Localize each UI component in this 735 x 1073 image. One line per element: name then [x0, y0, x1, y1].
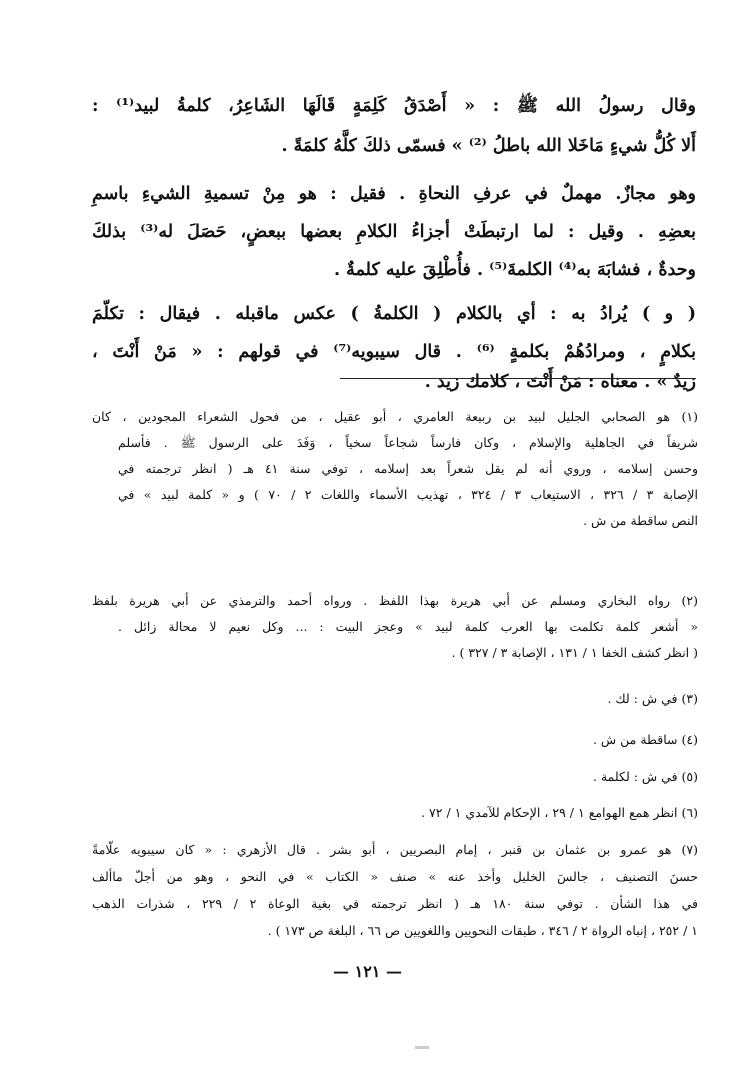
- footnote-line: ١ / ٢٥٢ ، إنباه الرواة ٢ / ٣٤٦ ، طبقات النحويين واللغويين ص ٦٦ ، البلغة ص ١٧٣ ) .: [267, 923, 698, 938]
- main-line: وقال رسولُ الله ﷺ : « أَصْدَقُ كَلِمَةٍ قَالَهَا الشَاعِرُ، كلمةُ لبيد⁽¹⁾ :: [92, 96, 696, 116]
- bottom-mark: [415, 1046, 429, 1049]
- footnote-line: ( انظر كشف الخفا ١ / ١٣١ ، الإصابة ٣ / ٣٢٧ ) .: [451, 645, 698, 660]
- main-line: بعضِهِ . وقيل : لما ارتبطَتْ أجزاءُ الكلامِ بعضها ببعضٍ، حَصَلَ له⁽³⁾ بذلكَ: [92, 222, 696, 242]
- footnote-line: حسنَ التصنيف ، جالسَ الخليل وأخذ عنه » صنف « الكتاب » في النحو ، وهو من أجلّ ماألف: [92, 869, 698, 884]
- footnote-line: (٣) في ش : لك .: [607, 691, 698, 706]
- footnote-line: (٧) هو عمرو بن عثمان بن قنبر ، إمام البصريين ، أبو بشر . قال الأزهري : « كان سيبويه علّامةً: [92, 842, 698, 857]
- page-number: — ١٢١ —: [333, 962, 402, 981]
- footnote-line: النص ساقطة من ش .: [583, 513, 698, 528]
- footnote-separator: [340, 378, 696, 379]
- footnote-line: وحسن إسلامه ، وروي أنه لم يقل شعراً بعد إسلامه ، توفي سنة ٤١ هـ ( انظر ترجمته في: [118, 461, 698, 476]
- footnote-line: (٦) انظر همع الهوامع ١ / ٢٩ ، الإحكام للآمدي ١ / ٧٢ .: [421, 805, 698, 820]
- main-line: بكلامٍ ، ومرادُهُمْ بكلمةٍ ⁽⁶⁾ . قال سيبويه⁽⁷⁾ في قولهم : « مَنْ أَنْتَ ،: [92, 342, 696, 362]
- footnote-line: الإصابة ٣ / ٣٢٦ ، الاستيعاب ٣ / ٣٢٤ ، تهذيب الأسماء واللغات ٢ / ٧٠ ) و « كلمة لبيد » في: [118, 487, 698, 502]
- main-line: ( و ) يُرادُ به : أي بالكلام ( الكلمةُ ) عكس ماقبله . فيقال : تكلّمَ: [92, 304, 696, 324]
- footnote-line: (٢) رواه البخاري ومسلم عن أبي هريرة بهذا اللفظ . ورواه أحمد والترمذي عن أبي هريرة بلفظ: [92, 593, 698, 608]
- footnote-line: « أشعر كلمة تكلمت بها العرب كلمة لبيد » وعجز البيت : ... وكل نعيم لا محالة زائل .: [118, 619, 698, 634]
- main-line: وهو مجازٌ. مهملٌ في عرفِ النحاةِ . فقيل : هو مِنْ تسميةِ الشيءِ باسمِ: [92, 184, 696, 204]
- footnote-line: (١) هو الصحابي الجليل لبيد بن ربيعة العامري ، أبو عقيل ، من فحول الشعراء المجودين ، كان: [92, 409, 698, 424]
- footnote-line: شريفاً في الجاهلية والإسلام ، وكان فارساً شجاعاً سخياً ، وَفَدَ على الرسول ﷺ . فأسلم: [118, 435, 698, 450]
- footnote-line: في هذا الشأن . توفي سنة ١٨٠ هـ ( انظر ترجمته في بغية الوعاة ٢ / ٢٢٩ ، شذرات الذهب: [92, 896, 698, 911]
- main-line: زيدٌ » . معناه : مَنْ أَنْتَ ، كلامك زيد .: [424, 372, 696, 392]
- main-line: أَلا كُلُّ شيءٍ مَاخَلا الله باطلُ ⁽²⁾ » فسمّى ذلكَ كلَّهُ كلمَةً .: [281, 136, 696, 156]
- footnote-line: (٥) في ش : لكلمة .: [593, 769, 698, 784]
- main-line: وحدةٌ ، فشابَهَ به⁽⁴⁾ الكلمةَ⁽⁵⁾ . فأُطْلِقَ عليه كلمةٌ .: [334, 260, 696, 280]
- footnote-line: (٤) ساقطة من ش .: [592, 732, 698, 747]
